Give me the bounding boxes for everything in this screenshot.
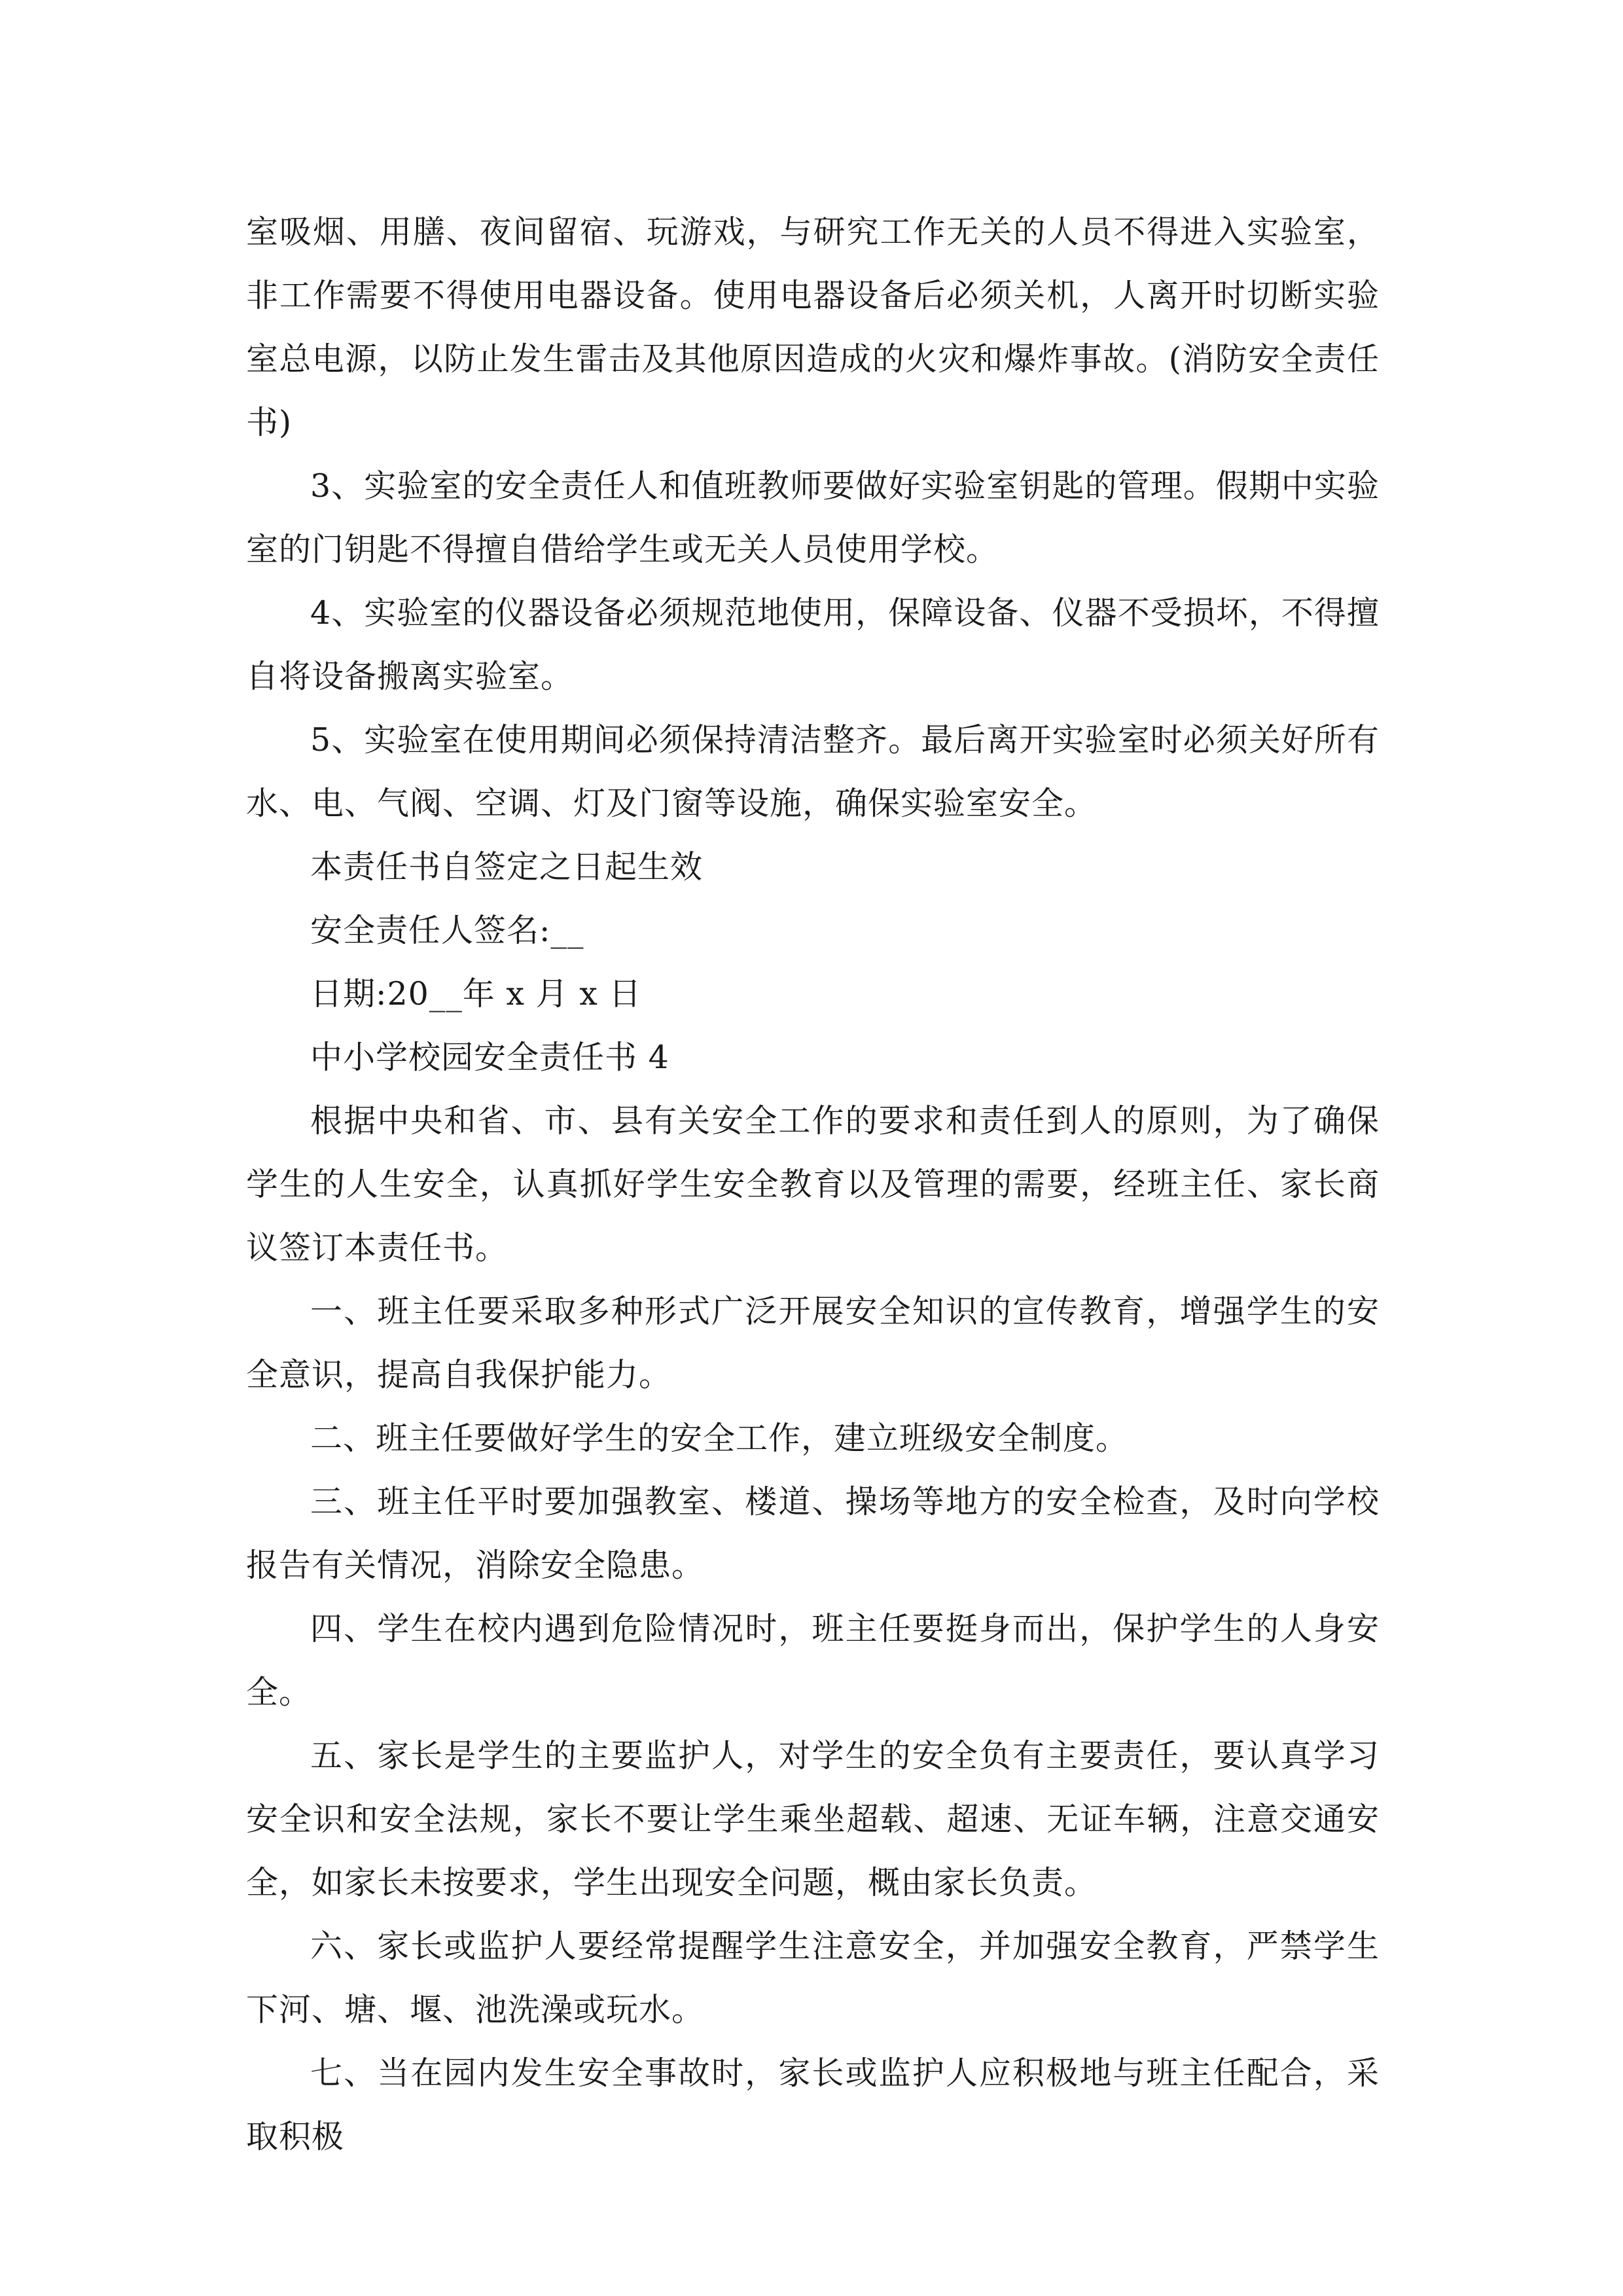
paragraph-signature-line: 安全责任人签名:__: [310, 912, 584, 949]
paragraph-date-line: 日期:20__年 x 月 x 日: [310, 975, 642, 1013]
paragraph-lab-rules-continued: 室吸烟、用膳、夜间留宿、玩游戏，与研究工作无关的人员不得进入实验室，非工作需要不得使用电器设备。使用电器设备后必须关机，人离开时切断实验室总电源，以防止发生雷击及其他原因造成的火灾和爆炸事故。(消防安全责任书): [246, 213, 1380, 441]
paragraph-clause-1: 一、班主任要采取多种形式广泛开展安全知识的宣传教育，增强学生的安全意识，提高自我保护能力。: [246, 1293, 1380, 1393]
paragraph-item-5-cleanliness: 5、实验室在使用期间必须保持清洁整齐。最后离开实验室时必须关好所有水、电、气阀、空调、灯及门窗等设施，确保实验室安全。: [246, 721, 1380, 822]
section-heading-4: 中小学校园安全责任书 4: [310, 1039, 669, 1076]
paragraph-item-4-equipment: 4、实验室的仪器设备必须规范地使用，保障设备、仪器不受损坏，不得擅自将设备搬离实验室。: [246, 594, 1380, 695]
paragraph-item-3-key-management: 3、实验室的安全责任人和值班教师要做好实验室钥匙的管理。假期中实验室的门钥匙不得擅自借给学生或无关人员使用学校。: [246, 467, 1380, 568]
paragraph-clause-3: 三、班主任平时要加强教室、楼道、操场等地方的安全检查，及时向学校报告有关情况，消除安全隐患。: [246, 1483, 1380, 1584]
paragraph-effective-date: 本责任书自签定之日起生效: [310, 848, 704, 886]
paragraph-intro: 根据中央和省、市、县有关安全工作的要求和责任到人的原则，为了确保学生的人生安全，认真抓好学生安全教育以及管理的需要，经班主任、家长商议签订本责任书。: [246, 1102, 1380, 1266]
document-body: [246, 200, 1380, 2168]
paragraph-clause-2: 二、班主任要做好学生的安全工作，建立班级安全制度。: [310, 1420, 1129, 1457]
paragraph-clause-4: 四、学生在校内遇到危险情况时，班主任要挺身而出，保护学生的人身安全。: [246, 1610, 1380, 1711]
paragraph-clause-5: 五、家长是学生的主要监护人，对学生的安全负有主要责任，要认真学习安全识和安全法规，家长不要让学生乘坐超载、超速、无证车辆，注意交通安全，如家长未按要求，学生出现安全问题，概由家长负责。: [246, 1737, 1380, 1901]
paragraph-clause-6: 六、家长或监护人要经常提醒学生注意安全，并加强安全教育，严禁学生下河、塘、堰、池洗澡或玩水。: [246, 1928, 1380, 2028]
paragraph-clause-7: 七、当在园内发生安全事故时，家长或监护人应积极地与班主任配合，采取积极: [246, 2054, 1380, 2155]
